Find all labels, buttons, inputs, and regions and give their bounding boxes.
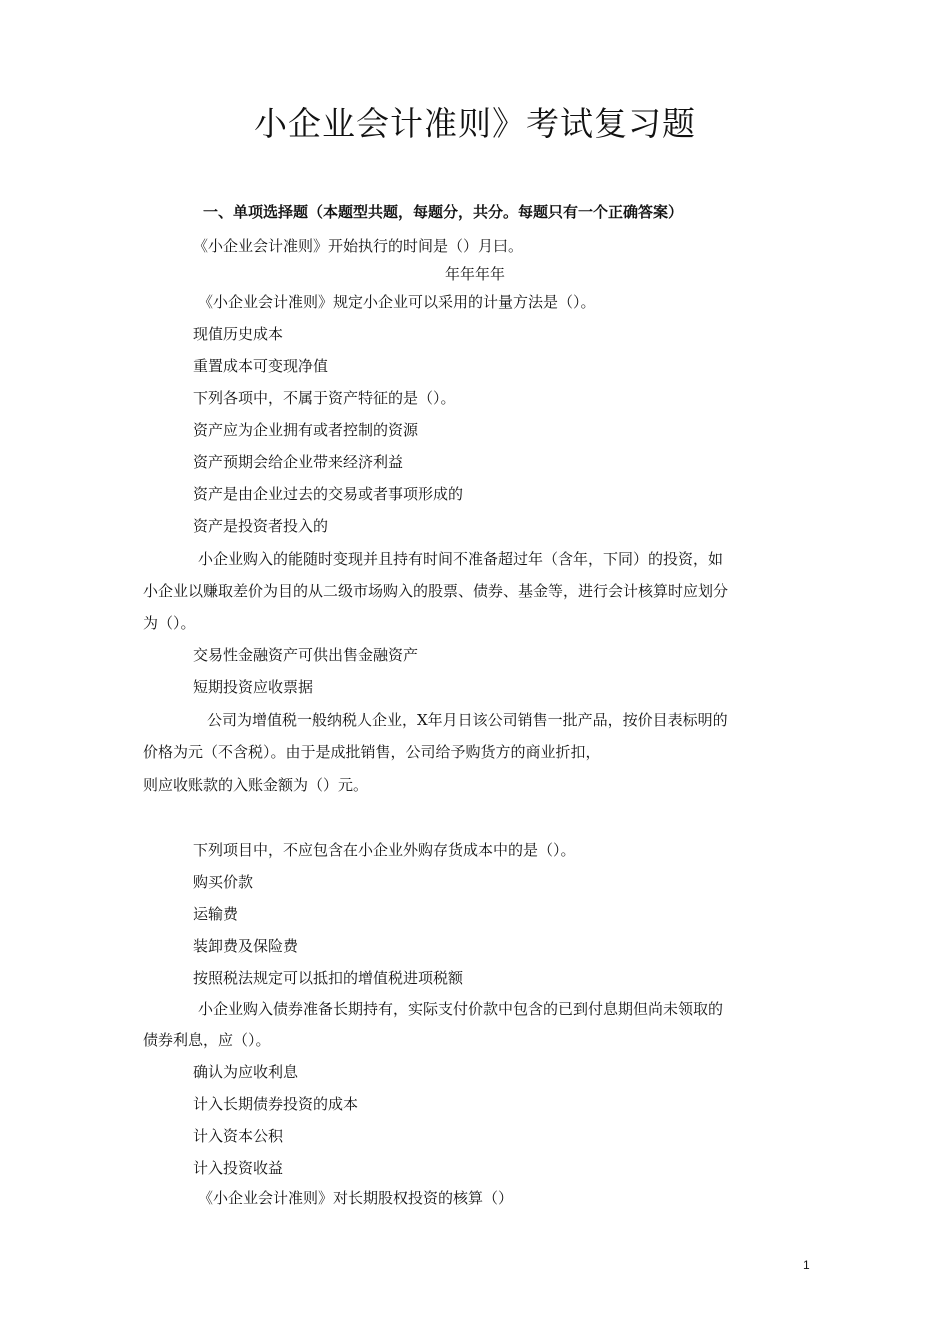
question-2-options-a: 现值历史成本 [193, 325, 284, 343]
question-3: 下列各项中，不属于资产特征的是（）。 [193, 389, 456, 407]
question-6-option-c: 装卸费及保险费 [193, 937, 299, 955]
question-3-option-c: 资产是由企业过去的交易或者事项形成的 [193, 485, 464, 503]
question-4-options-b: 短期投资应收票据 [193, 678, 314, 696]
document-title: 小企业会计准则》考试复习题 [254, 104, 696, 143]
question-6-option-a: 购买价款 [193, 873, 254, 891]
question-7-line-2: 债券利息，应（）。 [143, 1031, 271, 1049]
question-3-option-a: 资产应为企业拥有或者控制的资源 [193, 421, 419, 439]
question-5-line-2: 价格为元（不含税）。由于是成批销售，公司给予购货方的商业折扣， [143, 743, 601, 761]
question-7-option-c: 计入资本公积 [193, 1127, 284, 1145]
question-4-line-1: 小企业购入的能随时变现并且持有时间不准备超过年（含年，下同）的投资，如 [198, 550, 724, 568]
question-3-option-d: 资产是投资者投入的 [193, 517, 329, 535]
question-8: 《小企业会计准则》对长期股权投资的核算（） [198, 1189, 514, 1207]
question-4-line-3: 为（）。 [143, 614, 196, 632]
question-3-option-b: 资产预期会给企业带来经济利益 [193, 453, 404, 471]
question-7-option-d: 计入投资收益 [193, 1159, 284, 1177]
section-heading: 一、单项选择题（本题型共题，每题分，共分。每题只有一个正确答案） [203, 203, 684, 221]
page-number: 1 [803, 1258, 810, 1272]
question-4-options-a: 交易性金融资产可供出售金融资产 [193, 646, 419, 664]
question-2-options-b: 重置成本可变现净值 [193, 357, 329, 375]
question-6-option-b: 运输费 [193, 905, 239, 923]
question-7-option-a: 确认为应收利息 [193, 1063, 299, 1081]
question-1-options: 年年年年 [444, 265, 505, 283]
question-7-option-b: 计入长期债券投资的成本 [193, 1095, 359, 1113]
question-7-line-1: 小企业购入债券准备长期持有，实际支付价款中包含的已到付息期但尚未领取的 [198, 1000, 724, 1018]
question-6: 下列项目中，不应包含在小企业外购存货成本中的是（）。 [193, 841, 576, 859]
question-5-line-3: 则应收账款的入账金额为（）元。 [143, 776, 369, 794]
question-1: 《小企业会计准则》开始执行的时间是（）月曰。 [193, 237, 524, 255]
question-4-line-2: 小企业以赚取差价为目的从二级市场购入的股票、债券、基金等，进行会计核算时应划分 [143, 582, 729, 600]
question-5-line-1: 公司为增值税一般纳税人企业，X年月日该公司销售一批产品，按价目表标明的 [207, 711, 728, 729]
question-6-option-d: 按照税法规定可以抵扣的增值税进项税额 [193, 969, 464, 987]
question-2: 《小企业会计准则》规定小企业可以采用的计量方法是（）。 [198, 293, 596, 311]
